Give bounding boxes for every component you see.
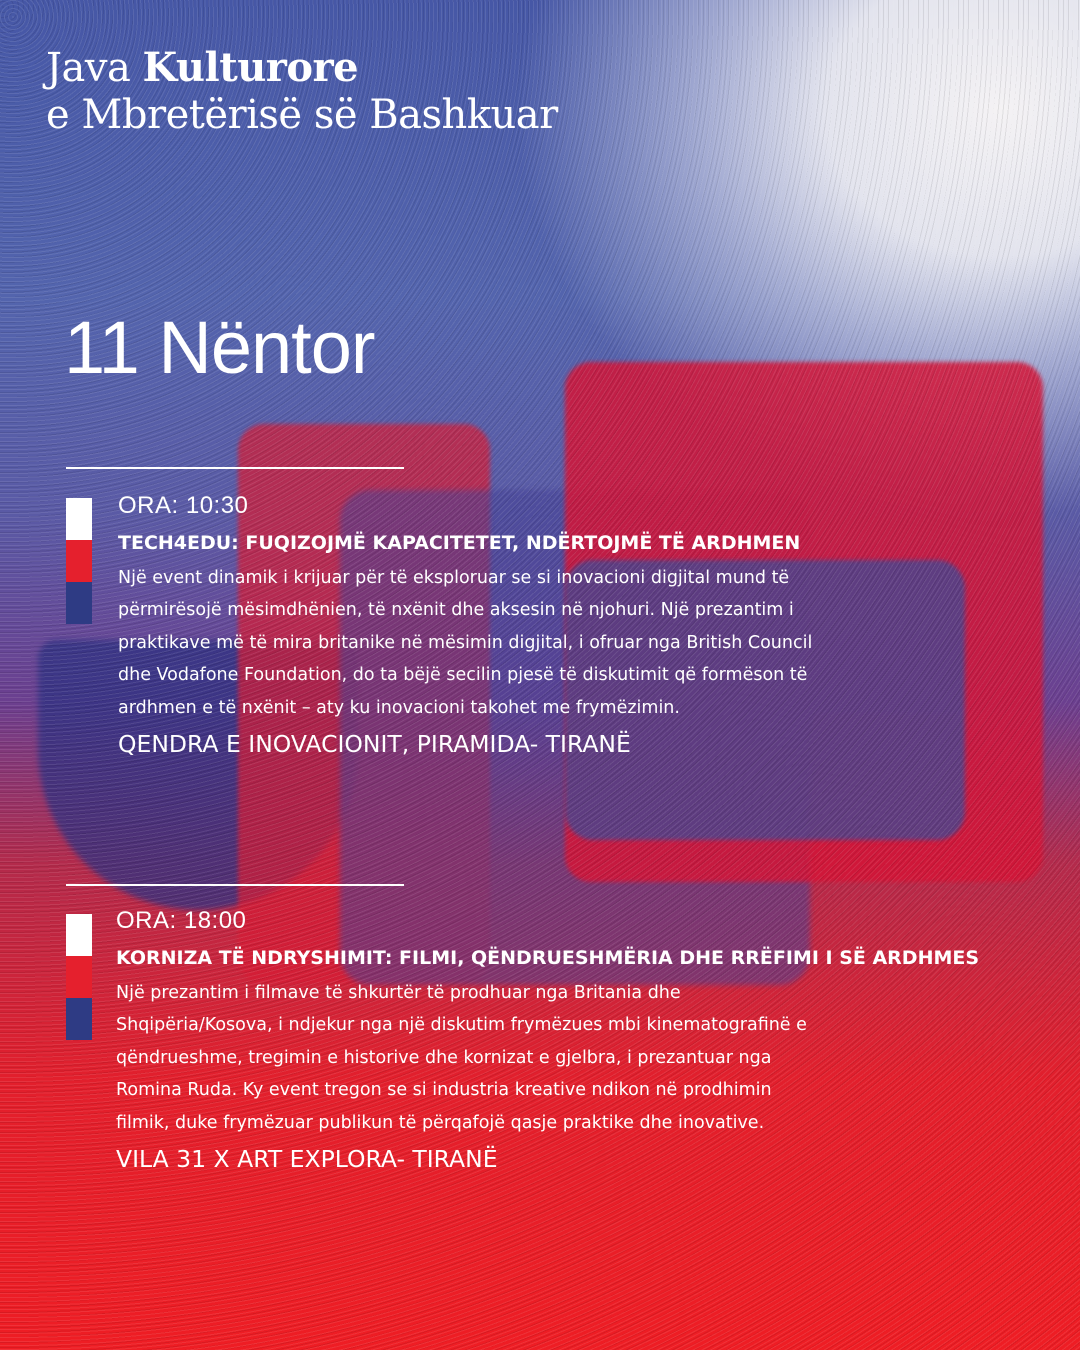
brand-word-java: Java	[46, 45, 131, 91]
description-line: filmik, duke frymëzuar publikun të përqafojë qasje praktike dhe inovative.	[116, 1112, 765, 1133]
page-date: 11 Nëntor	[64, 306, 375, 389]
flag-stripe-blue	[66, 582, 92, 624]
flag-stripe-blue	[66, 998, 92, 1040]
description-line: praktikave më të mira britanike në mësimin digjital, i ofruar nga British Council	[118, 632, 813, 653]
event-venue: VILA 31 X ART EXPLORA- TIRANË	[116, 1145, 498, 1174]
description-line: Romina Ruda. Ky event tregon se si industria kreative ndikon në prodhimin	[116, 1080, 772, 1101]
flag-stripe-white	[66, 498, 92, 540]
description-line: përmirësojë mësimdhënien, të nxënit dhe aksesin në njohuri. Një prezantim i	[118, 600, 794, 621]
description-line: Një event dinamik i krijuar për të eksploruar se si inovacioni digjital mund të	[118, 568, 790, 588]
event-divider	[66, 884, 404, 886]
event-brand-title	[46, 44, 558, 139]
event-card	[118, 492, 812, 758]
event-description	[116, 977, 979, 1139]
event-description	[118, 562, 812, 724]
description-line: qëndrueshme, tregimin e historive dhe kornizat e gjelbra, i prezantuar nga	[116, 1047, 772, 1068]
event-card	[116, 907, 979, 1173]
description-line: dhe Vodafone Foundation, do ta bëjë secilin pjesë të diskutimit që formëson të	[118, 665, 808, 686]
flag-stripe-red	[66, 956, 92, 998]
event-title: TECH4EDU: FUQIZOJMË KAPACITETET, NDËRTOJMË TË ARDHMEN	[118, 532, 801, 554]
event-venue: QENDRA E INOVACIONIT, PIRAMIDA- TIRANË	[118, 730, 631, 759]
flag-stripe-white	[66, 914, 92, 956]
brand-subtitle: e Mbretërisë së Bashkuar	[46, 92, 558, 138]
uk-colors-flag-icon	[66, 914, 92, 1040]
event-divider	[66, 467, 404, 469]
flag-stripe-red	[66, 540, 92, 582]
event-time: ORA: 18:00	[116, 907, 247, 934]
description-line: Shqipëria/Kosova, i ndjekur nga një diskutim frymëzues mbi kinematografinë e	[116, 1015, 807, 1036]
brand-word-kulturore: Kulturore	[142, 44, 359, 91]
event-time: ORA: 10:30	[118, 492, 249, 519]
description-line: Një prezantim i filmave të shkurtër të prodhuar nga Britania dhe	[116, 983, 681, 1003]
description-line: ardhmen e të nxënit – aty ku inovacioni takohet me frymëzimin.	[118, 697, 680, 718]
event-title: KORNIZA TË NDRYSHIMIT: FILMI, QËNDRUESHMËRIA DHE RRËFIMI I SË ARDHMES	[116, 947, 980, 969]
uk-colors-flag-icon	[66, 498, 92, 624]
